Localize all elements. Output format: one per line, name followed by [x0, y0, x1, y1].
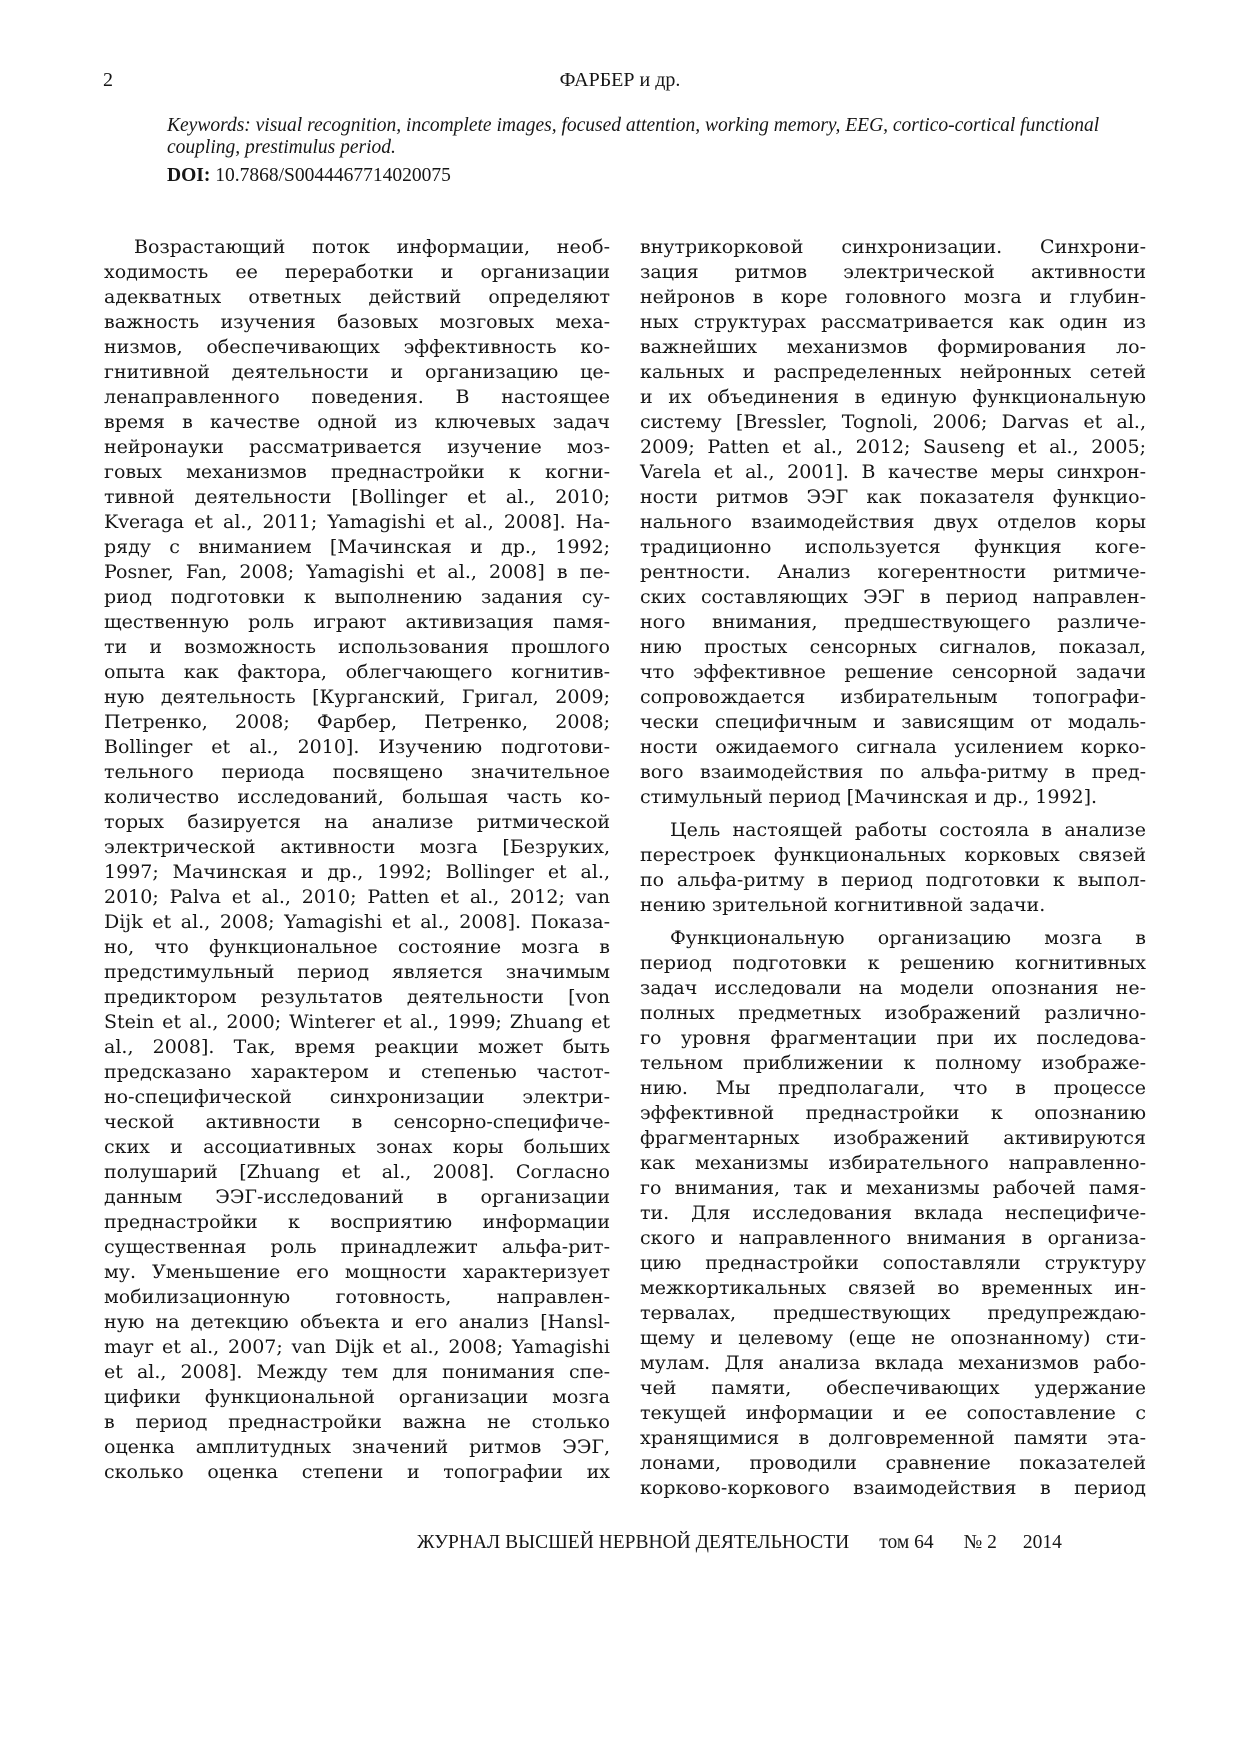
- text-line: ных структурах рассматривается как один из: [640, 311, 1146, 333]
- text-line: важнейших механизмов формирования ло-: [640, 336, 1146, 358]
- text-line: преднастройки к восприятию информации: [104, 1211, 610, 1233]
- text-line: Stein et al., 2000; Winterer et al., 1999; Zhuang et: [104, 1011, 610, 1033]
- text-line: гнитивной деятельности и организацию це-: [104, 361, 610, 383]
- text-line: низмов, обеспечивающих эффективность ко-: [104, 336, 610, 358]
- text-line: ческой активности в сенсорно-специфиче-: [104, 1111, 610, 1133]
- text-line: Функциональную организацию мозга в: [670, 927, 1146, 949]
- text-line: опыта как фактора, облегчающего когнитив-: [104, 661, 610, 683]
- running-head: ФАРБЕР и др.: [559, 69, 681, 91]
- text-line: риод подготовки к выполнению задания су-: [104, 586, 610, 608]
- text-line: предсказано характером и степенью частот-: [104, 1061, 610, 1083]
- text-line: цию преднастройки сопоставляли структуру: [640, 1252, 1146, 1274]
- text-line: текущей информации и ее сопоставление с: [640, 1402, 1146, 1424]
- text-line: но, что функциональное состояние мозга в: [104, 936, 610, 958]
- text-line: тельном приближении к полному изображе-: [640, 1052, 1146, 1074]
- footer-volume: том 64: [879, 1532, 934, 1553]
- text-line: Dijk et al., 2008; Yamagishi et al., 2008]. Показа-: [104, 911, 610, 933]
- paragraph: [104, 235, 610, 1485]
- text-line: полных предметных изображений различно-: [640, 1002, 1146, 1024]
- doi: [167, 165, 451, 187]
- text-line: количество исследований, большая часть ко-: [104, 786, 610, 808]
- text-line: 2010; Palva et al., 2010; Patten et al., 2012; van: [104, 886, 610, 908]
- text-line: го уровня фрагментации при их последова-: [640, 1027, 1146, 1049]
- text-line: в период преднастройки важна не столько: [104, 1411, 610, 1433]
- text-line: ную на детекцию объекта и его анализ [Hansl-: [104, 1311, 610, 1333]
- text-line: адекватных ответных действий определяют: [104, 286, 610, 308]
- text-line: электрической активности мозга [Безруких,: [104, 836, 610, 858]
- text-line: эффективной преднастройки к опознанию: [640, 1102, 1146, 1124]
- text-line: важность изучения базовых мозговых меха-: [104, 311, 610, 333]
- text-line: ских и ассоциативных зонах коры больших: [104, 1136, 610, 1158]
- text-line: фрагментарных изображений активируются: [640, 1127, 1146, 1149]
- doi-value: 10.7868/S0044467714020075: [215, 165, 451, 186]
- text-line: го внимания, так и механизмы рабочей памя-: [640, 1177, 1146, 1199]
- text-line: предиктором результатов деятельности [von: [104, 986, 610, 1008]
- text-line: мулам. Для анализа вклада механизмов рабо-: [640, 1352, 1146, 1374]
- text-line: нию. Мы предполагали, что в процессе: [640, 1077, 1146, 1099]
- text-line: ского и направленного внимания в организа-: [640, 1227, 1146, 1249]
- text-line: ти. Для исследования вклада неспецифиче-: [640, 1202, 1146, 1224]
- text-line: что эффективное решение сенсорной задачи: [640, 661, 1146, 683]
- text-line: полушарий [Zhuang et al., 2008]. Согласно: [104, 1161, 610, 1183]
- text-line: Bollinger et al., 2010]. Изучению подготови-: [104, 736, 610, 758]
- text-line: Kveraga et al., 2011; Yamagishi et al., 2008]. На-: [104, 511, 610, 533]
- text-line: et al., 2008]. Между тем для понимания спе-: [104, 1361, 610, 1383]
- text-line: al., 2008]. Так, время реакции может быть: [104, 1036, 610, 1058]
- text-line: ного внимания, предшествующего различе-: [640, 611, 1146, 633]
- text-line: 2009; Patten et al., 2012; Sauseng et al., 2005;: [640, 436, 1146, 458]
- left-column: [104, 235, 610, 1485]
- text-line: ленаправленного поведения. В настоящее: [104, 386, 610, 408]
- text-line: внутрикорковой синхронизации. Синхрони-: [640, 236, 1146, 258]
- text-line: ности ритмов ЭЭГ как показателя функцио-: [640, 486, 1146, 508]
- text-line: mayr et al., 2007; van Dijk et al., 2008; Yamagishi: [104, 1336, 610, 1358]
- text-line: щему и целевому (еще не опознанному) сти-: [640, 1327, 1146, 1349]
- text-line: корково-коркового взаимодействия в период: [640, 1477, 1146, 1499]
- text-line: ную деятельность [Курганский, Григал, 2009;: [104, 686, 610, 708]
- text-line: чески специфичным и зависящим от модаль-: [640, 711, 1146, 733]
- paragraph: [640, 235, 1146, 810]
- text-line: период подготовки к решению когнитивных: [640, 952, 1146, 974]
- text-line: Петренко, 2008; Фарбер, Петренко, 2008;: [104, 711, 610, 733]
- text-line: ходимость ее переработки и организации: [104, 261, 610, 283]
- text-line: задач исследовали на модели опознания не-: [640, 977, 1146, 999]
- text-line: кальных и распределенных нейронных сетей: [640, 361, 1146, 383]
- text-line: рентности. Анализ когерентности ритмиче-: [640, 561, 1146, 583]
- text-line: лонами, проводили сравнение показателей: [640, 1452, 1146, 1474]
- text-line: перестроек функциональных корковых связей: [640, 844, 1146, 866]
- text-line: нению зрительной когнитивной задачи.: [640, 894, 1046, 916]
- keywords: Keywords: visual recognition, incomplete images, focused attention, working memory, EEG, cortico-cortical functional coupling, prestimulus period.: [167, 115, 1100, 158]
- footer-issue: № 2: [963, 1532, 997, 1553]
- text-line: тельного периода посвящено значительное: [104, 761, 610, 783]
- text-line: хранящимися в долговременной памяти эта-: [640, 1427, 1146, 1449]
- text-line: но-специфической синхронизации электри-: [104, 1086, 610, 1108]
- doi-label: DOI:: [167, 165, 211, 186]
- text-line: ности ожидаемого сигнала усилением корко-: [640, 736, 1146, 758]
- text-line: ских составляющих ЭЭГ в период направлен-: [640, 586, 1146, 608]
- text-line: Posner, Fan, 2008; Yamagishi et al., 2008] в пе-: [104, 561, 610, 583]
- paragraph: [640, 818, 1146, 918]
- text-line: Цель настоящей работы состояла в анализе: [670, 819, 1146, 841]
- text-line: мобилизационную готовность, направлен-: [104, 1286, 610, 1308]
- text-line: существенная роль принадлежит альфа-рит-: [104, 1236, 610, 1258]
- text-line: цифики функциональной организации мозга: [104, 1386, 610, 1408]
- text-line: и их объединения в единую функциональную: [640, 386, 1146, 408]
- text-line: по альфа-ритму в период подготовки к выпол-: [640, 869, 1146, 891]
- text-line: сколько оценка степени и топографии их: [104, 1461, 610, 1483]
- text-line: щественную роль играют активизация памя-: [104, 611, 610, 633]
- text-line: тервалах, предшествующих предупреждаю-: [640, 1302, 1146, 1324]
- text-line: межкортикальных связей во временных ин-: [640, 1277, 1146, 1299]
- text-line: оценка амплитудных значений ритмов ЭЭГ,: [104, 1436, 610, 1458]
- text-line: 1997; Мачинская и др., 1992; Bollinger et al.,: [104, 861, 610, 883]
- text-line: время в качестве одной из ключевых задач: [104, 411, 610, 433]
- paragraph: [640, 926, 1146, 1501]
- text-line: торых базируется на анализе ритмической: [104, 811, 610, 833]
- text-line: тивной деятельности [Bollinger et al., 2010;: [104, 486, 610, 508]
- text-line: говых механизмов преднастройки к когни-: [104, 461, 610, 483]
- text-line: традиционно используется функция коге-: [640, 536, 1146, 558]
- page-number: 2: [103, 69, 113, 91]
- text-line: нейронауки рассматривается изучение моз-: [104, 436, 610, 458]
- text-line: ряду с вниманием [Мачинская и др., 1992;: [104, 536, 610, 558]
- text-line: Varela et al., 2001]. В качестве меры синхрон-: [640, 461, 1146, 483]
- footer: [417, 1532, 1062, 1554]
- right-column: [640, 235, 1146, 1501]
- text-line: нию простых сенсорных сигналов, показал,: [640, 636, 1146, 658]
- text-line: му. Уменьшение его мощности характеризует: [104, 1261, 610, 1283]
- text-line: стимульный период [Мачинская и др., 1992].: [640, 786, 1098, 808]
- text-line: данным ЭЭГ-исследований в организации: [104, 1186, 610, 1208]
- text-line: нального взаимодействия двух отделов коры: [640, 511, 1146, 533]
- text-line: систему [Bressler, Tognoli, 2006; Darvas et al.,: [640, 411, 1146, 433]
- footer-year: 2014: [1022, 1532, 1062, 1553]
- text-line: зация ритмов электрической активности: [640, 261, 1146, 283]
- text-line: предстимульный период является значимым: [104, 961, 610, 983]
- text-line: как механизмы избирательного направленно-: [640, 1152, 1146, 1174]
- text-line: вого взаимодействия по альфа-ритму в пред-: [640, 761, 1146, 783]
- text-line: нейронов в коре головного мозга и глубин-: [640, 286, 1146, 308]
- text-line: Возрастающий поток информации, необ-: [134, 236, 610, 258]
- footer-journal-name: ЖУРНАЛ ВЫСШЕЙ НЕРВНОЙ ДЕЯТЕЛЬНОСТИ: [417, 1532, 850, 1553]
- text-line: ти и возможность использования прошлого: [104, 636, 610, 658]
- text-line: сопровождается избирательным топографи-: [640, 686, 1146, 708]
- text-line: чей памяти, обеспечивающих удержание: [640, 1377, 1146, 1399]
